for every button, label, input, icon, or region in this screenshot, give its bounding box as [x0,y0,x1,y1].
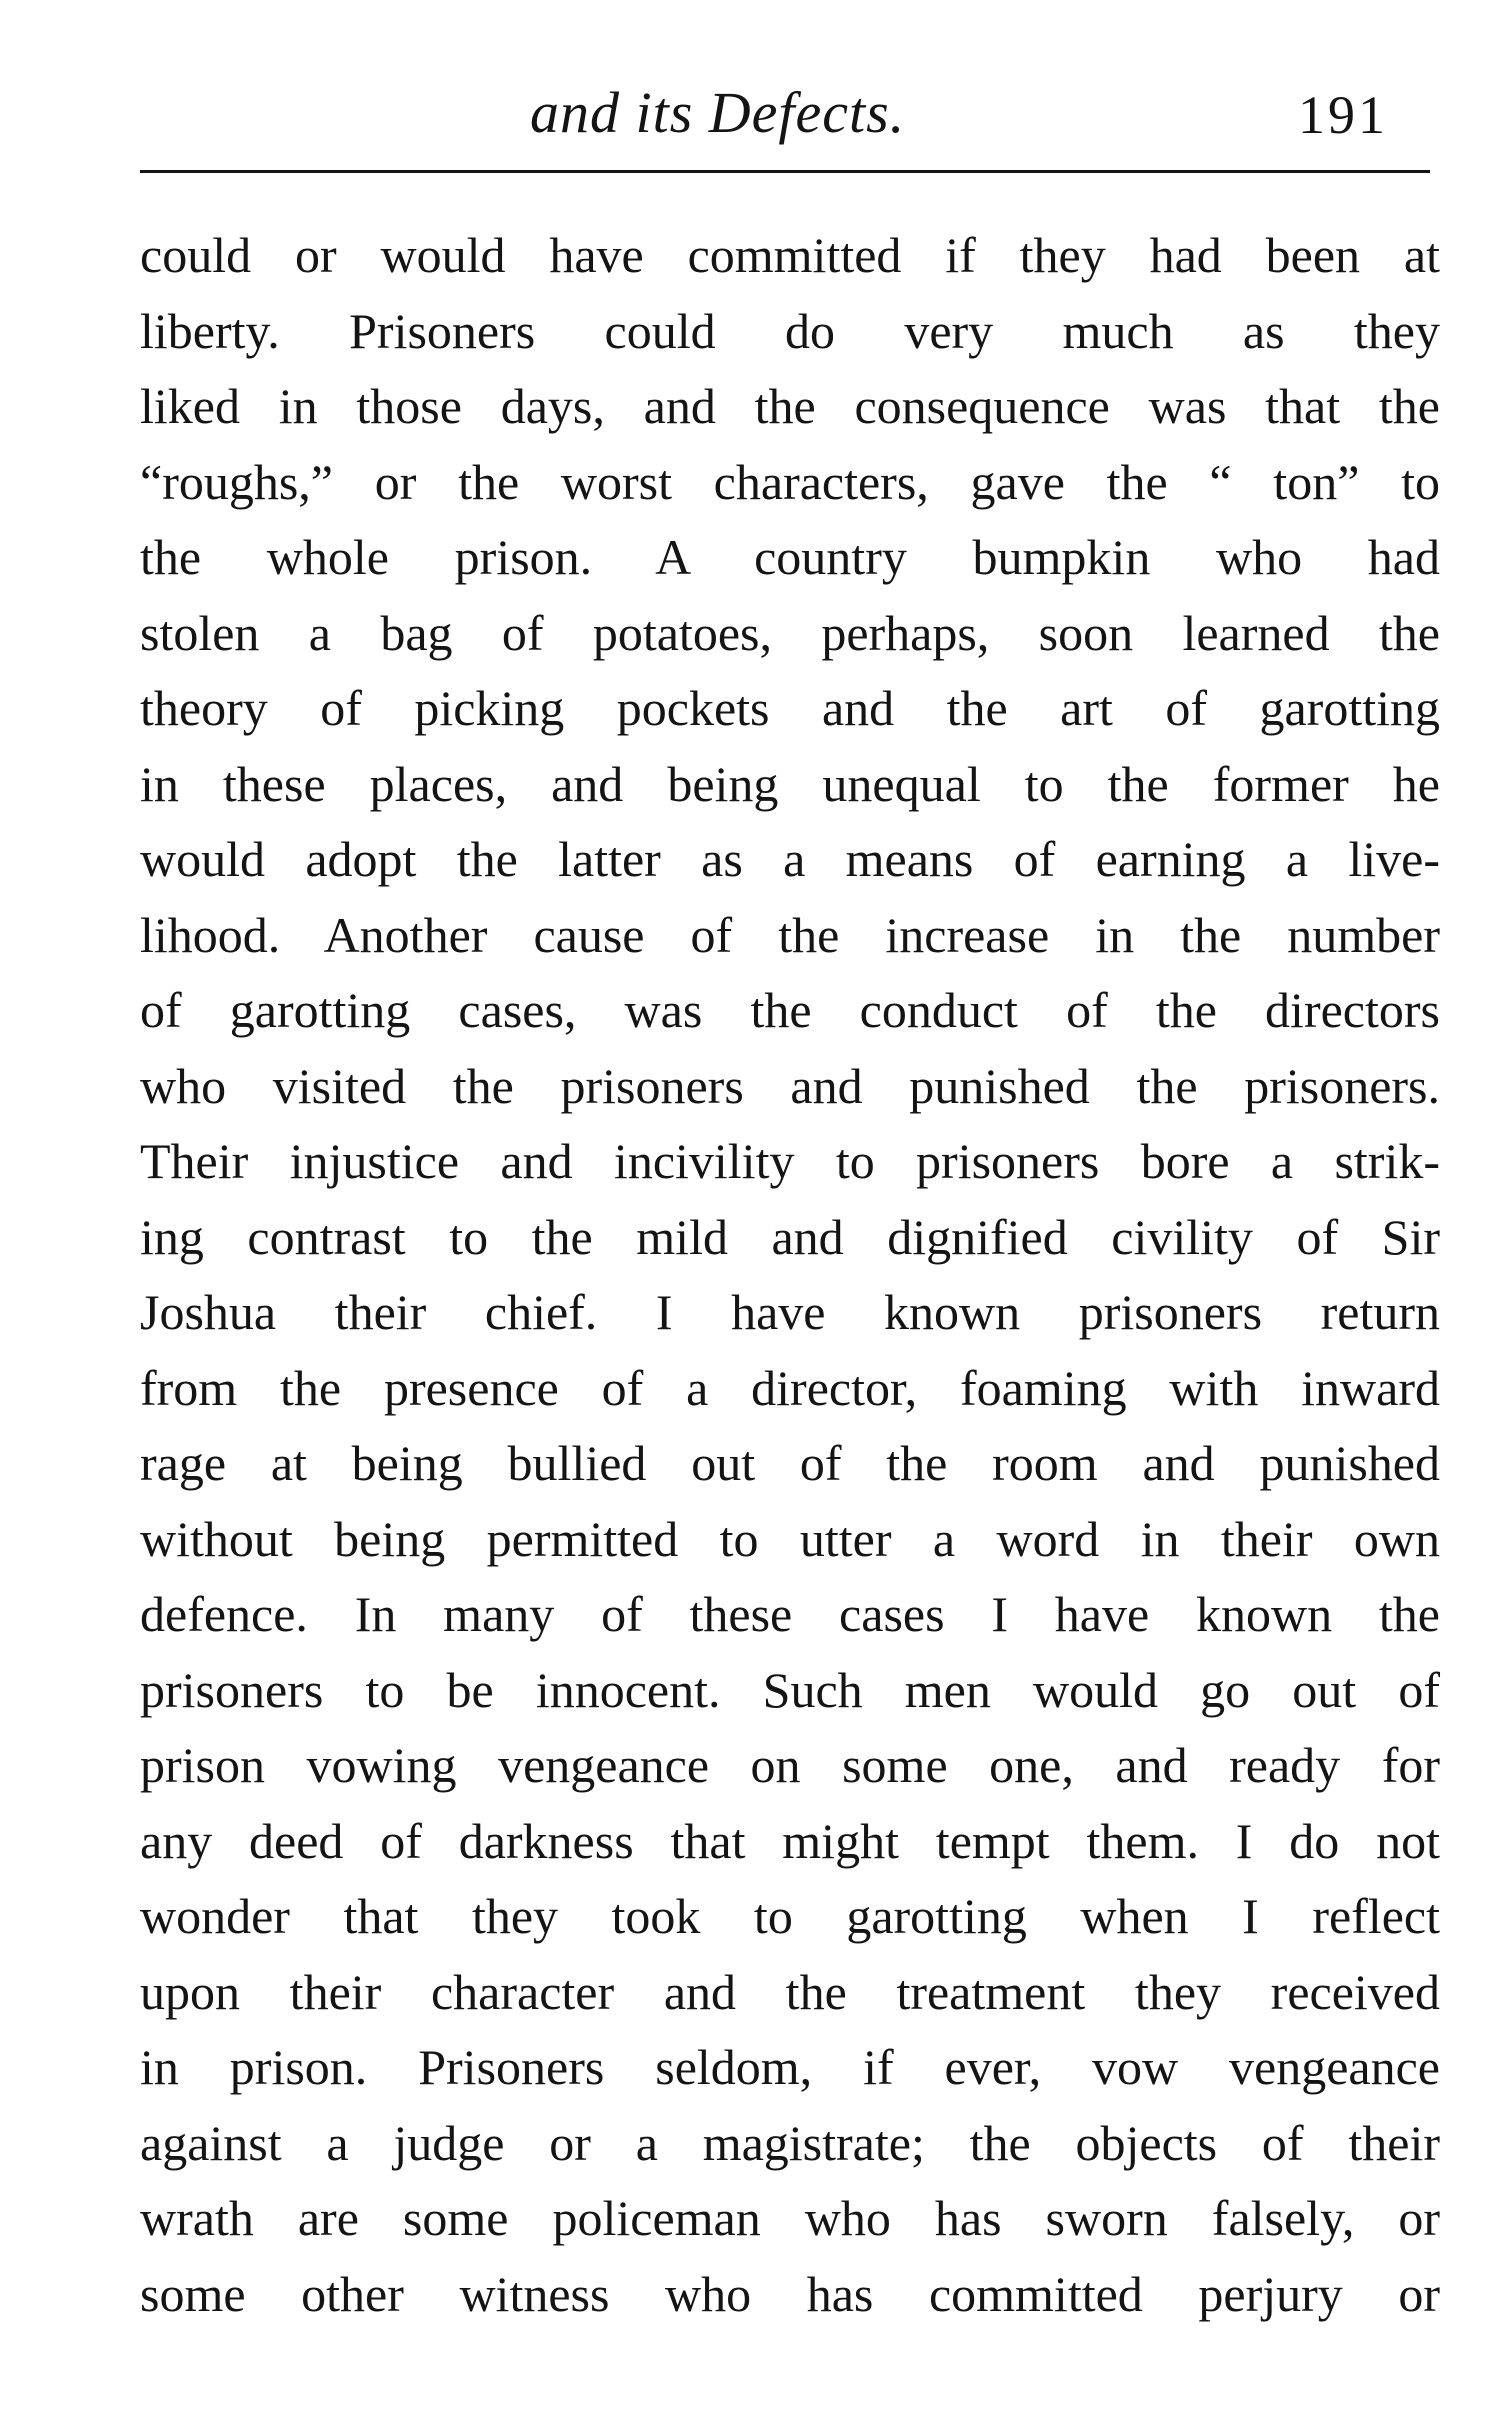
text-line: “roughs,” or the worst characters, gave the “ ton” to [140,453,1440,510]
body-text [140,218,1440,2332]
text-line: any deed of darkness that might tempt them. I do not [140,1812,1440,1869]
text-line: in these places, and being unequal to the former he [140,755,1440,812]
text-line: would adopt the latter as a means of earning a live- [140,831,1440,887]
text-line: without being permitted to utter a word in their own [140,1510,1440,1567]
text-line: lihood. Another cause of the increase in the number [140,906,1440,963]
text-line: wrath are some policeman who has sworn falsely, or [140,2190,1440,2246]
text-line: who visited the prisoners and punished the prisoners. [140,1057,1440,1114]
text-line: against a judge or a magistrate; the objects of their [140,2114,1440,2171]
text-line: rage at being bullied out of the room and punished [140,1435,1440,1491]
text-line: theory of picking pockets and the art of garotting [140,680,1440,736]
text-line: liberty. Prisoners could do very much as they [140,302,1440,359]
header-rule [140,170,1430,173]
text-line: defence. In many of these cases I have known the [140,1586,1440,1642]
text-line: ing contrast to the mild and dignified civility of Sir [140,1208,1440,1265]
text-line: some other witness who has committed perjury or [140,2265,1440,2322]
text-line: Their injustice and incivility to prisoners bore a strik- [140,1133,1440,1189]
text-line: liked in those days, and the consequence was that the [140,378,1440,434]
text-line: the whole prison. A country bumpkin who had [140,529,1440,585]
running-title: and its Defects. [530,80,906,145]
text-line: could or would have committed if they had been at [140,227,1440,283]
text-line: Joshua their chief. I have known prisoners return [140,1284,1440,1340]
text-line: upon their character and the treatment they received [140,1963,1440,2020]
text-line: wonder that they took to garotting when I reflect [140,1888,1440,1944]
text-line: stolen a bag of potatoes, perhaps, soon learned the [140,604,1440,661]
text-line: prison vowing vengeance on some one, and ready for [140,1737,1440,1793]
text-line: prisoners to be innocent. Such men would go out of [140,1661,1440,1718]
text-line: of garotting cases, was the conduct of the directors [140,982,1440,1038]
page-number: 191 [1298,85,1388,145]
text-line: in prison. Prisoners seldom, if ever, vow vengeance [140,2039,1440,2095]
text-line: from the presence of a director, foaming with inward [140,1359,1440,1416]
running-head [0,60,1510,150]
